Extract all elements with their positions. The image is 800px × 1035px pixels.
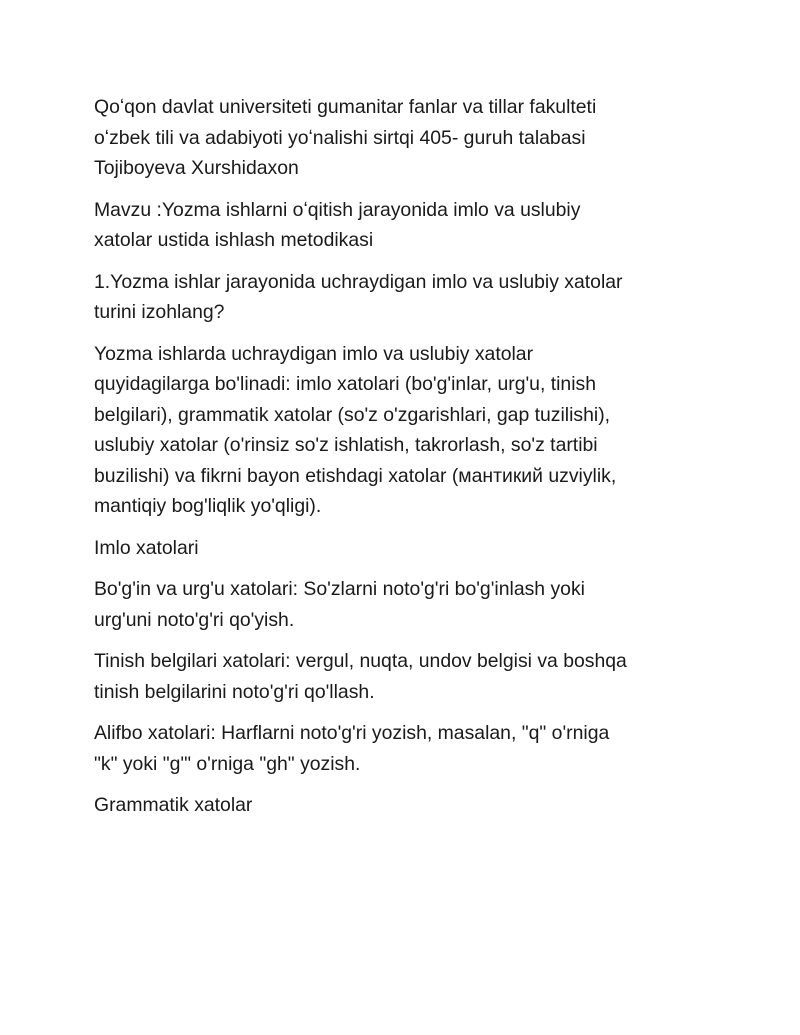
author-info-paragraph: Qoʻqon davlat universiteti gumanitar fanlar va tillar fakulteti oʻzbek tili va adabiyoti yoʻnalishi sirtqi 405- guruh talabasi Tojiboyeva Xurshidaxon: [94, 96, 597, 179]
answer-paragraph: Yozma ishlarda uchraydigan imlo va uslubiy xatolar quyidagilarga bo'linadi: imlo xatolari (bo'g'inlar, urg'u, tinish belgilari), grammatik xatolar (so'z o'zgarishlari, gap tuzilishi), uslubiy xatolar (o'rinsiz so'z ishlatish, takrorlash, so'z tartibi buzilishi) va fikrni bayon etishdagi xatolar (мантикий uzviylik, mantiqiy bog'liqlik yo'qligi).: [94, 342, 617, 517]
question-paragraph: 1.Yozma ishlar jarayonida uchraydigan imlo va uslubiy xatolar turini izohlang?: [94, 270, 623, 323]
syllable-stress-errors-paragraph: Bo'g'in va urg'u xatolari: So'zlarni noto'g'ri bo'g'inlash yoki urg'uni noto'g'ri qo'yish.: [94, 578, 585, 631]
alphabet-errors-paragraph: Alifbo xatolari: Harflarni noto'g'ri yozish, masalan, "q" o'rniga "k" yoki "g'" o'rniga "gh" yozish.: [94, 722, 610, 775]
document-body: [94, 92, 714, 832]
section-heading-spelling-errors: Imlo xatolari: [94, 536, 199, 559]
section-heading-grammar-errors: Grammatik xatolar: [94, 794, 253, 816]
punctuation-errors-paragraph: Tinish belgilari xatolari: vergul, nuqta, undov belgisi va boshqa tinish belgilarini noto'g'ri qo'llash.: [94, 650, 627, 703]
topic-paragraph: Mavzu :Yozma ishlarni oʻqitish jarayonida imlo va uslubiy xatolar ustida ishlash metodikasi: [94, 198, 581, 251]
